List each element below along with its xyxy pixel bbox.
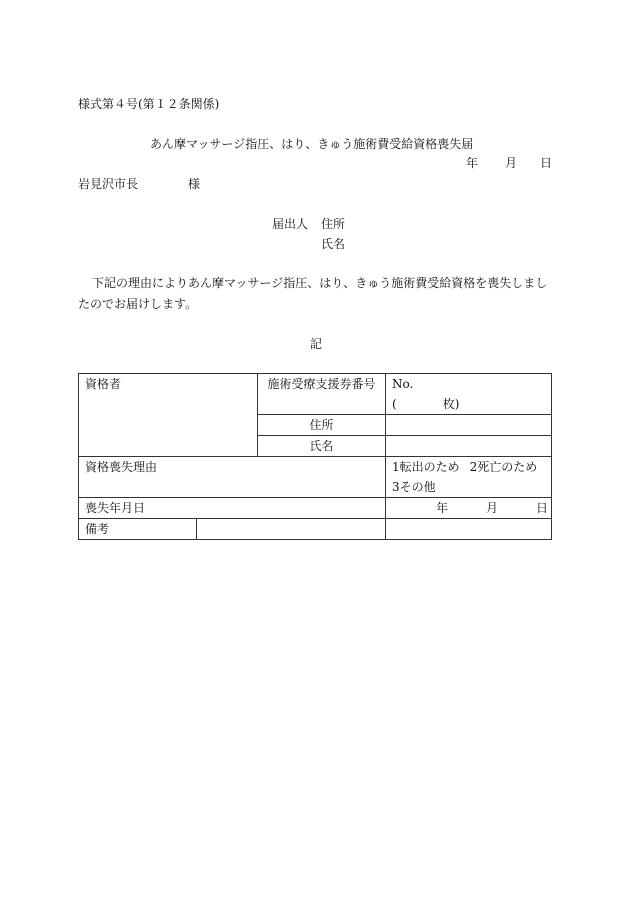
name-field[interactable] xyxy=(386,436,552,457)
addressee-honorific: 様 xyxy=(188,177,201,191)
loss-reason-options[interactable] xyxy=(386,457,552,498)
date-year-label: 年 xyxy=(466,156,479,170)
remarks-field[interactable] xyxy=(197,519,386,540)
reason-option-1[interactable]: 1転出のため xyxy=(392,460,460,474)
body-text-line-1: 下記の理由によりあん摩マッサージ指圧、はり、きゅう施術費受給資格を喪失しまし xyxy=(92,276,548,290)
notifier-address-label: 住所 xyxy=(321,217,346,231)
table-row xyxy=(79,374,552,415)
form-table xyxy=(78,373,552,540)
table-row xyxy=(79,457,552,498)
loss-date-day: 日 xyxy=(536,501,549,515)
sheets-unit: 枚) xyxy=(442,397,460,411)
remarks-extra-field[interactable] xyxy=(386,519,552,540)
sheets-open: ( xyxy=(392,397,397,411)
qualified-person-label: 資格者 xyxy=(79,374,258,457)
reason-option-2[interactable]: 2死亡のため xyxy=(469,460,538,474)
notifier-label: 届出人 xyxy=(272,217,309,231)
loss-reason-label: 資格喪失理由 xyxy=(79,457,386,498)
date-month-label: 月 xyxy=(505,156,518,170)
table-row xyxy=(79,498,552,519)
date-day-label: 日 xyxy=(540,156,553,170)
address-field[interactable] xyxy=(386,415,552,436)
voucher-number-field[interactable] xyxy=(386,374,552,415)
loss-date-label: 喪失年月日 xyxy=(79,498,386,519)
remarks-label: 備考 xyxy=(79,519,197,540)
no-mark: No. xyxy=(392,377,414,391)
address-label: 住所 xyxy=(258,415,386,436)
document-title: あん摩マッサージ指圧、はり、きゅう施術費受給資格喪失届 xyxy=(150,137,474,151)
form-number: 様式第４号(第１２条関係) xyxy=(78,97,220,111)
ki-mark: 記 xyxy=(310,337,323,351)
sheets-count xyxy=(392,394,551,414)
body-text-line-2: たのでお届けします。 xyxy=(78,297,198,311)
name-label: 氏名 xyxy=(258,436,386,457)
reason-option-3[interactable]: 3その他 xyxy=(392,480,436,494)
voucher-number-label: 施術受療支援券番号 xyxy=(258,374,386,415)
loss-date-field[interactable] xyxy=(386,498,552,519)
loss-date-month: 月 xyxy=(486,501,499,515)
addressee-name: 岩見沢市長 xyxy=(78,177,139,191)
loss-date-year: 年 xyxy=(436,501,449,515)
notifier-name-label: 氏名 xyxy=(321,237,346,251)
table-row xyxy=(79,519,552,540)
